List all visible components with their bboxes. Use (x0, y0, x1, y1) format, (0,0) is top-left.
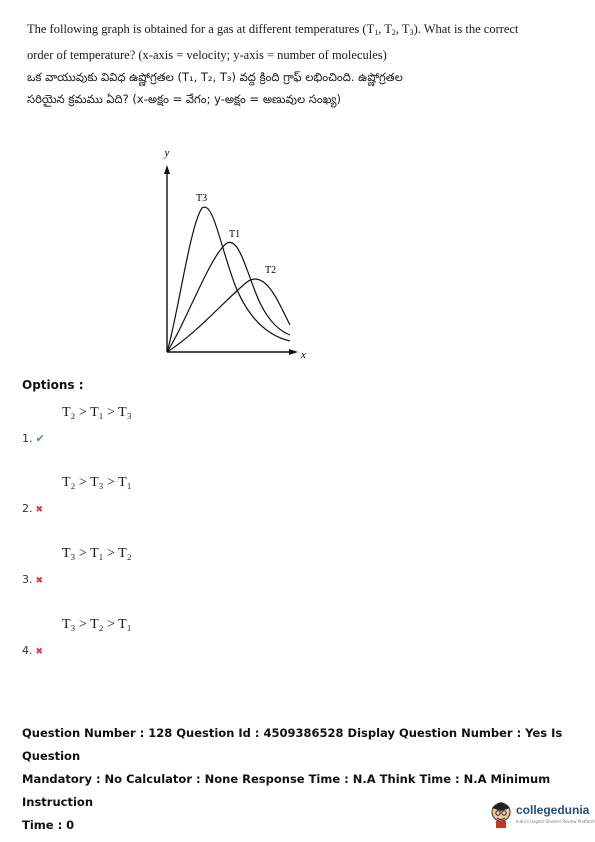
option-3-number: 3. (22, 573, 33, 586)
metadata-line1: Question Number : 128 Question Id : 4509386528 Display Question Number : Yes Is Question (22, 726, 563, 763)
curve-t2 (167, 279, 290, 352)
option-1[interactable] (22, 405, 322, 445)
option-4-number: 4. (22, 644, 33, 657)
question-telugu-line2: సరియైన క్రమము ఏది? (x-అక్షం = వేగం; y-అక్షం = అణువుల సంఖ్య) (27, 92, 342, 106)
cross-icon: ✖ (35, 576, 44, 586)
metadata-line3: Time : 0 (22, 818, 75, 832)
option-3-label (22, 573, 43, 586)
question-english-line2: order of temperature? (x-axis = velocity; y-axis = number of molecules) (27, 48, 387, 62)
question-english-suffix: ). What is the correct (413, 22, 519, 36)
option-1-number: 1. (22, 432, 33, 445)
cross-icon: ✖ (35, 647, 44, 657)
curve-t1 (167, 242, 290, 352)
curve-label-t2: T2 (265, 265, 277, 276)
option-4-text: T₃ > T₂ > T₁ (62, 617, 132, 632)
option-3[interactable] (22, 546, 322, 586)
option-4-label (22, 644, 43, 657)
curve-label-t3: T3 (196, 193, 208, 204)
check-icon: ✔ (35, 432, 45, 445)
logo-name: collegedunia (516, 803, 590, 817)
options-title: Options : (22, 378, 84, 392)
logo-tagline: India's largest Student Review Platform (516, 819, 595, 824)
collegedunia-logo[interactable] (488, 797, 595, 833)
mascot-icon (488, 799, 514, 829)
option-2-text: T₂ > T₃ > T₁ (62, 475, 132, 490)
question-telugu-line1: ఒక వాయువుకు వివిధ ఉష్ణోగ్రతల (T₁, T₂, T₃) వద్ద క్రింది గ్రాఫ్ లభించింది. ఉష్ణోగ్రతల (27, 70, 403, 84)
option-2[interactable] (22, 475, 322, 515)
option-1-text: T₂ > T₁ > T₃ (62, 405, 132, 420)
curve-label-t1: T1 (229, 229, 241, 240)
cross-icon: ✖ (35, 505, 44, 515)
option-1-label (22, 432, 45, 445)
maxwell-distribution-graph (155, 145, 315, 365)
x-axis-label: x (301, 349, 306, 361)
question-block (27, 18, 567, 110)
option-2-number: 2. (22, 502, 33, 515)
option-2-label (22, 502, 43, 515)
option-4[interactable] (22, 617, 322, 657)
metadata-line2: Mandatory : No Calculator : None Response Time : N.A Think Time : N.A Minimum Instruction (22, 772, 551, 809)
question-english-line1: The following graph is obtained for a gas at different temperatures ($T_1$, $T_2$, $T_3$). What is the correct (27, 22, 519, 37)
y-axis-label: y (164, 147, 170, 159)
question-english-text: The following graph is obtained for a gas at different temperatures (T (27, 22, 375, 36)
y-axis-arrow (164, 165, 170, 174)
option-3-text: T₃ > T₁ > T₂ (62, 546, 132, 561)
x-axis-arrow (289, 349, 298, 355)
